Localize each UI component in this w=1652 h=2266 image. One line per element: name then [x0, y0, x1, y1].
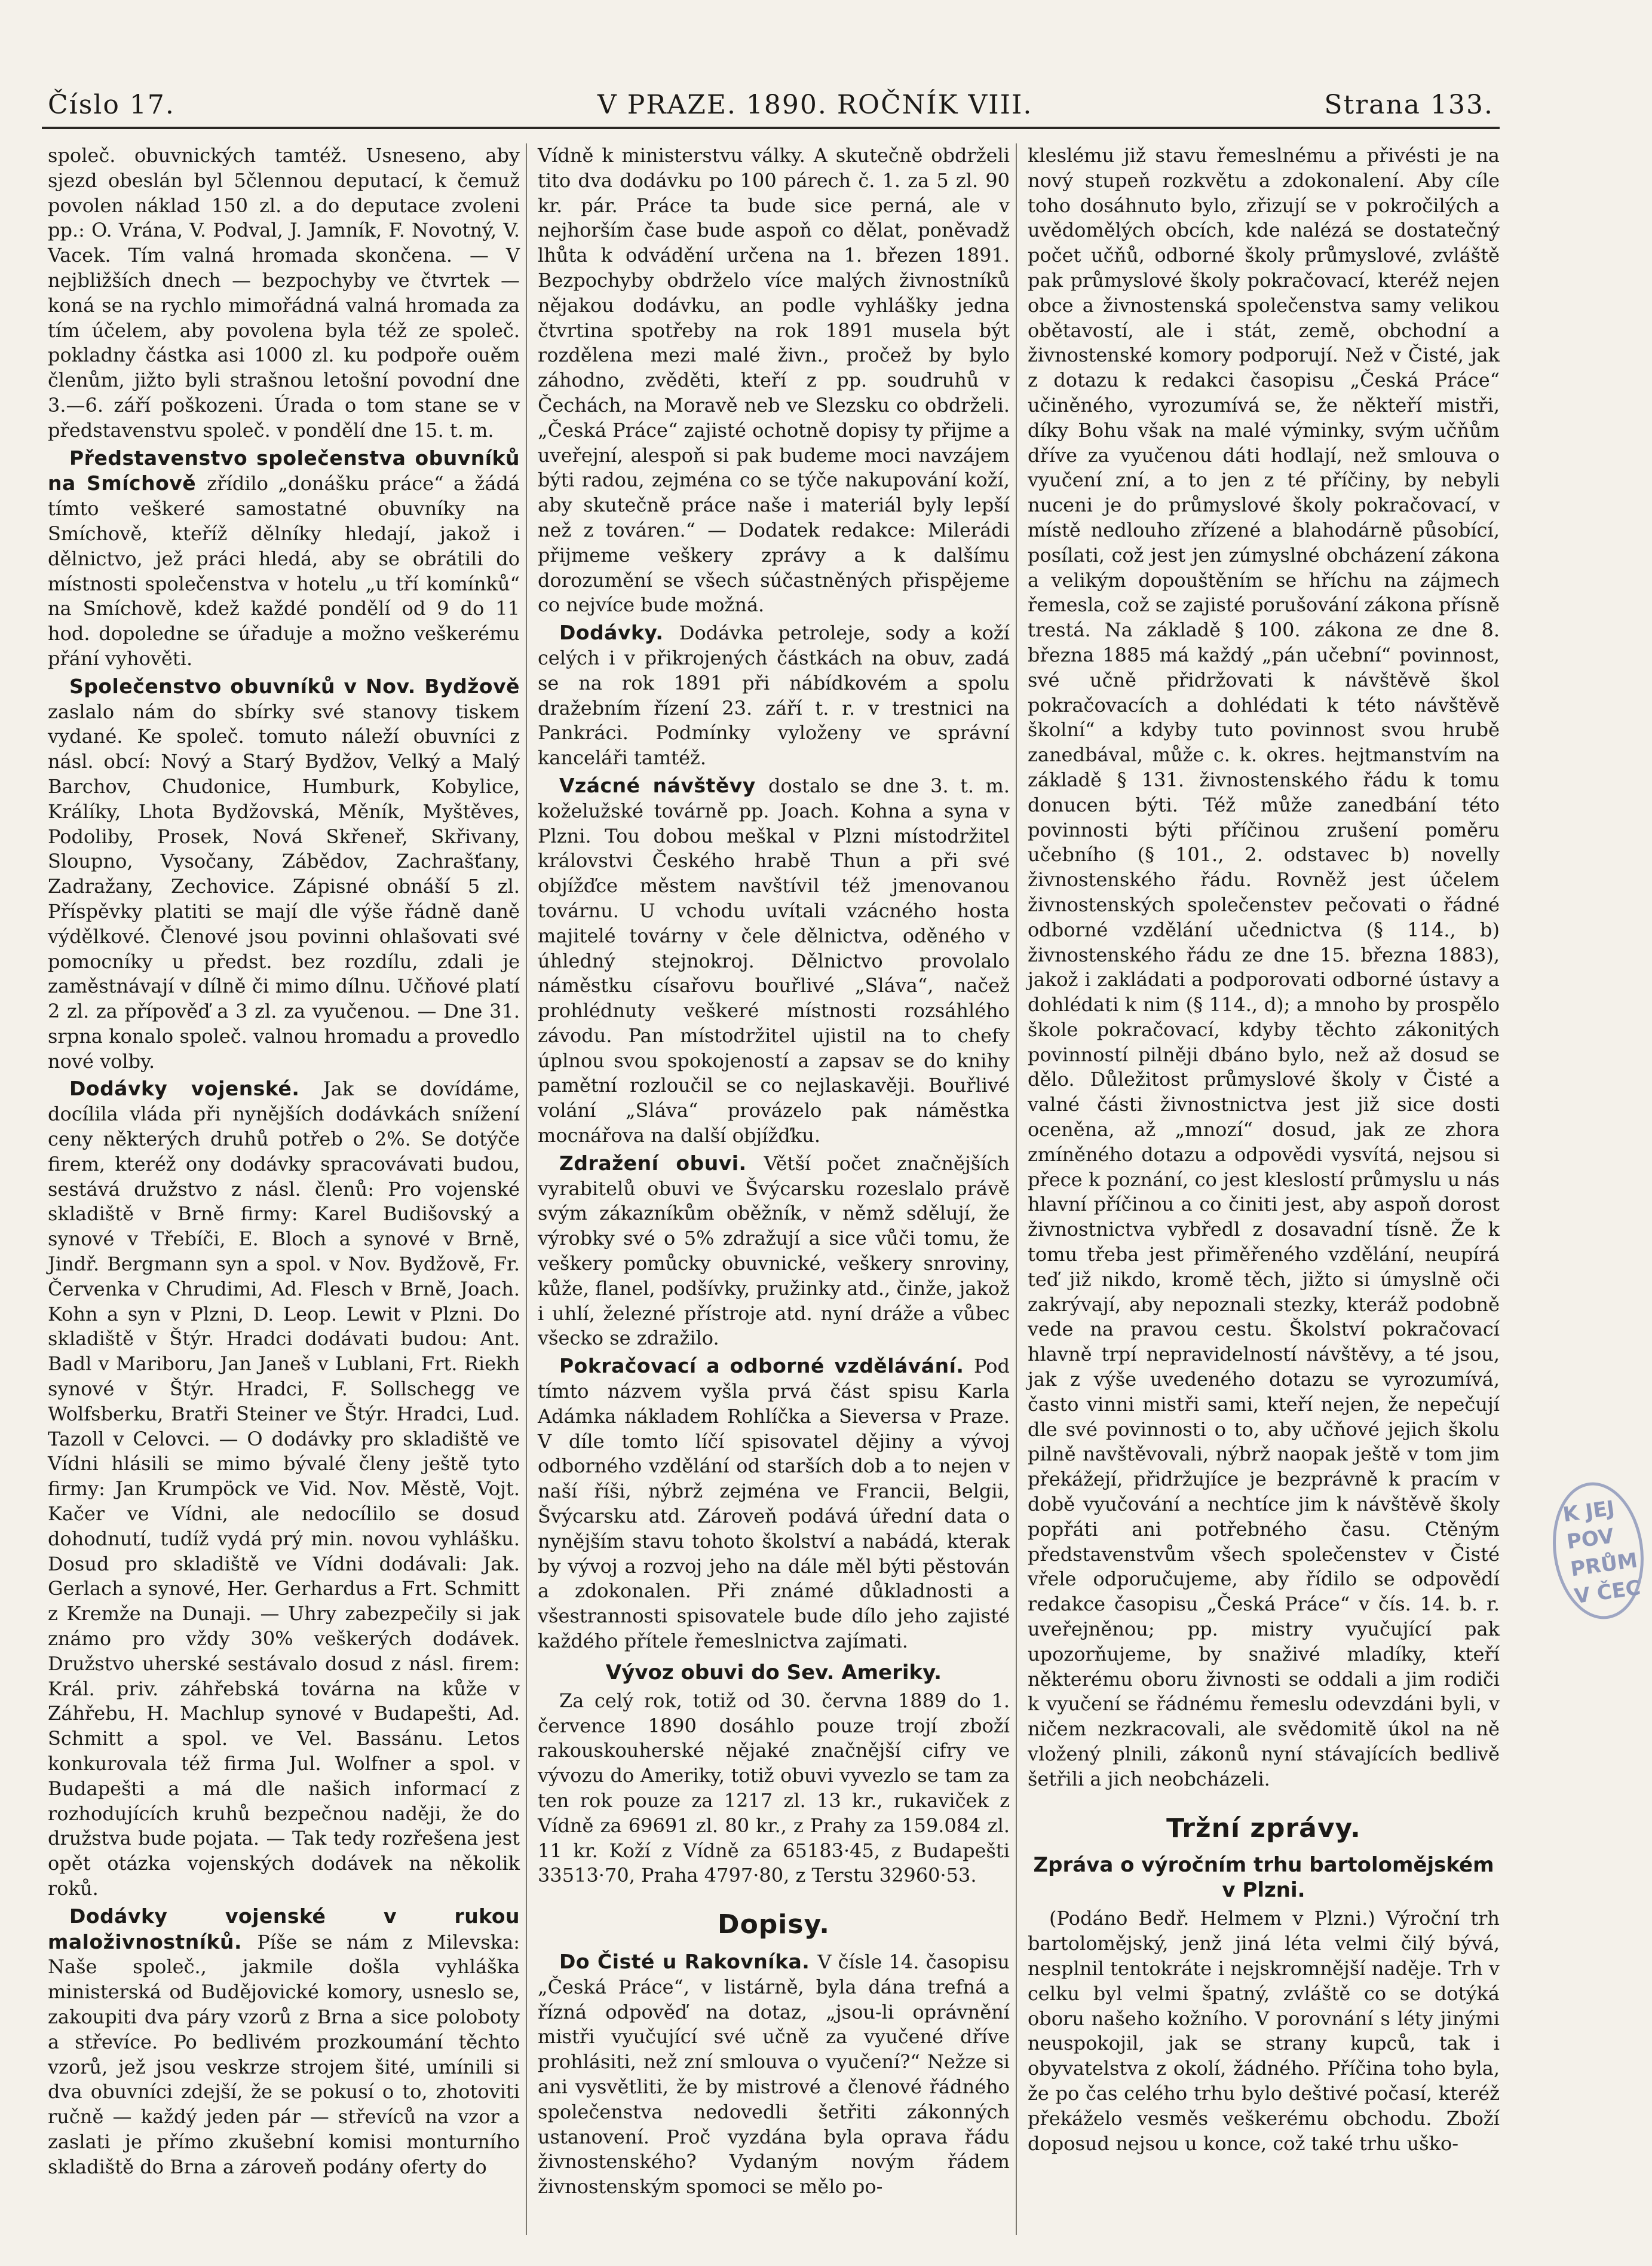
article-headline: Do Čisté u Rakovníka.	[559, 1949, 818, 1973]
article-headline: Pokračovací a odborné vzdělávání.	[559, 1354, 974, 1378]
column-1	[48, 143, 520, 2235]
article-text: společ. obuvnických tamtéž. Usneseno, aby sjezd obeslán byl 5člennou deputací, k čemuž povolen náklad 150 zl. a do deputace zvoleni pp.: O. Vrána, V. Podval, J. Jamník, F. Novotný, V. Vacek. Tím valná hromada skončena. — V nejbližších dnech — bezpochyby ve čtvrtek — koná se na rychlo mimořádná valná hromada za tím účelem, aby povolena byla též ze společ. pokladny částka asi 1000 zl. ku podpoře ouěm členům, jižto byli strašnou letošní povodní dne 3.—6. září poškozeni. Úrada o tom stane se v představenstvu společ. v pondělí dne 15. t. m.	[48, 144, 520, 442]
column-3	[1028, 143, 1500, 2235]
column-divider	[1016, 143, 1017, 2235]
article-paragraph	[538, 1689, 1010, 1888]
place-year: V PRAZE. 1890. ROČNÍK VIII.	[597, 90, 1033, 120]
article-text: Pod tímto názvem vyšla prvá část spisu Karla Adámka nákladem Rohlíčka a Sieversa v Praze. V díle tomto líčí spisovatel dějiny a vývoj odborného vzdělání od starších dob a to nejen v naší říši, nýbrž zejména ve Francii, Belgii, Švýcarsku atd. Zároveň podává úřední data o nynějším stavu tohoto školství a nabádá, kterak by vývoj a rozvoj jeho na dále měl býti pěstován a zdokonalen. Při známé důkladnosti a všestrannosti spisovatele bude dílo jeho zajisté každého přítele řemeslnictva zajímati.	[538, 1355, 1010, 1653]
article-text: dostalo se dne 3. t. m. koželužské továrně pp. Joach. Kohna a syna v Plzni. Tou dobou meškal v Plzni místodržitel královstvi Českého hrabě Thun a při své objížďce městem navštívil též jmenovanou továrnu. U vchodu uvítali vzácného hosta majitelé továrny v čele dělnictva, oděného v úhledný stejnokroj. Dělnictvo provolalo náměstku císařovu bouřlivé „Sláva“, načež prohlédnuty veškeré místnosti rozsáhlého závodu. Pan místodržitel ujistil na to chefy úplnou svou spokojeností a zapsav se do knihy pamětní rozloučil se co nejlaskavěji. Bouřlivé volání „Sláva“ provázelo pak náměstka mocnářova na další objížďku.	[538, 774, 1010, 1147]
article-text: kleslému již stavu řemeslnému a přivésti je na nový stupeň rozkvětu a zdokonalení. Aby cíle toho dosáhnuto bylo, zřizují se v pokročilých a uvědomělých obcích, kde nalézá se dostatečný počet učňů, odborné školy průmyslové, zvláště pak průmyslové školy pokračovací, kteréž nejen obce a živnostenská společenstva samy velikou obětavostí, ale i stát, země, obchodní a živnostenské komory podporují. Než v Čisté, jak z dotazu k redakci časopisu „Česká Práce“ učiněného, vyrozumívá se, že někteří mistři, díky Bohu však na malé výminky, svým učňům dříve za vyučenou dáti hodlají, než smlouva o vyučení zní, a to jen z té příčiny, by nebyli nuceni je do průmyslové školy pokračovací, v místě nedlouho zřízené a blahodárně působící, posílati, což jest jen zúmyslné obcházení zákona a velikým dopouštěním se hříchu na zájmech řemesla, což se zajisté porušování zákona přísně trestá. Na základě § 100. zákona ze dne 8. března 1885 má každý „pán učební“ povinnost, své učně přidržovati k návštěvě škol pokračovacích a dohlédati k této návštěvě školní“ a kdyby tuto povinnost svou hrubě zanedbával, může c. k. okres. hejtmanstvím na základě § 131. živnostenského řádu k tomu donucen býti. Též může zanedbání této povinnosti býti příčinou zrušení poměru učebního (§ 101., 2. odstavec b) novelly živnostenského řádu. Rovněž jest účelem živnostenských společenstev pečovati o řádné odborné vzdělání učednictva (§ 114., b) živnostenského řádu ze dne 15. března 1883), jakož i zakládati a podporovati odborné ústavy a dohlédati k nim (§ 114., d); a mnoho by prospělo škole pokračovací, kdyby těchto zákonitých povinností pilněji dbáno bylo, než až dosud se dělo. Důležitost průmyslové školy v Čisté a valné části živnostnictva jest již sice dosti oceněna, až „mnozí“ dosud, jak ze zhora zmíněného dotazu a odpovědi vysvítá, nejsou si přece k poznání, co jest kleslostí průmyslu u nás hlavní příčinou a co činiti jest, aby aspoň dorost živnostnictva vybředl z dosavadní tísně. Že k tomu třeba jest přiměřeného vzdělání, neupírá teď již nikdo, kromě těch, jižto si úmyslně oči zakrývají, aby nepoznali stezky, kteráž podobně vede na pravou cestu. Školství pokračovací hlavně trpí nepravidelností návštěvy, a té jsou, jak z výše uvedeného dotazu se vyrozumívá, často vinni mistři sami, kteří nejen, že nepečují dle své povinnosti o to, aby učňové jejich školu pilně navštěvovali, nýbrž naopak ještě v tom jim překážejí, přidržujíce je bezprávně k pracím v době vyučování a nechtíce jim k návštěvě školy popřáti ani potřebného času. Ctěným představenstvům všech společenstev v Čisté vřele odporučujeme, aby řídilo se odpovědí redakce časopisu „Česká Práce“ v čís. 14. b. r. uveřejněnou; pp. mistry vyučující pak upozorňujeme, by snaživé mladíky, kteří některému oboru živnosti se oddali a jim rodiči k vyučení se řádnému řemeslu odevzdáni byli, v ničem nezkracovali, ale svědomitě úkol na ně vložený plnili, zákonů nyní stávajících bedlivě šetřili a jich neobcházeli.	[1028, 144, 1500, 1790]
header-rule	[42, 127, 1500, 129]
article-text: Vídně k ministerstvu války. A skutečně obdrželi tito dva dodávku po 100 párech č. 1. za 5 zl. 90 kr. pár. Práce ta bude sice perná, ale v nejhorším čase bude aspoň co dělat, poněvadž lhůta k odvádění určena na 1. březen 1891. Bezpochyby obdrželo více malých živnostníků nějakou dodávku, an podle vyhlášky jedna čtvrtina spotřeby na rok 1891 musela být rozdělena mezi malé živn., pročež by bylo záhodno, zvěděti, kteří z pp. soudruhů v Čechách, na Moravě neb ve Slezsku co obdrželi. „Česká Práce“ zajisté ochotně dopisy ty přijme a uveřejní, alespoň si pak budeme moci navzájem býti radou, zejména co se týče nakupování koží, aby skutečně práce naše i materiál byly lepší než z továren.“ — Dodatek redakce: Milerádi přijmeme veškery zprávy a k dalšímu dorozumění se všech súčastněných přispějeme co nejvíce bude možná.	[538, 144, 1010, 617]
article-text: V čísle 14. časopisu „Česká Práce“, v listárně, byla dána trefná a řízná odpověď na dotaz, „jsou-li oprávnění mistři vyučující své učně za vyučené dříve prohlásiti, než zní smlouva o vyučení?“ Nežze si ani vysvětliti, že by mistrové a členové řádného společenstva nedovedli šetřiti zákonných ustanovení. Proč vyzdána byla oprava řádu živnostenského? Vydaným novým řádem živnostenským spomoci se mělo po-	[538, 1950, 1010, 2198]
column-2	[538, 143, 1010, 2235]
library-stamp: K JEJ POV PRŮM V ČEC	[1544, 1477, 1652, 1625]
article-paragraph	[1028, 1906, 1500, 2156]
article-paragraph	[538, 1949, 1010, 2200]
section-heading: Dopisy.	[718, 1909, 830, 1940]
article-paragraph	[538, 620, 1010, 771]
article-text: Větší počet značnějších vyrabitelů obuvi ve Švýcarsku rozeslalo právě svým zákazníkům oběžník, v němž sdělují, že výrobky své o 5% zdražují a sice vůči tomu, že veškery pomůcky obuvnické, veškery snroviny, kůže, flanel, podšívky, pružinky atd., činže, jakož i uhlí, železné přístroje atd. nyní dráže a vůbec všecko se zdražilo.	[538, 1152, 1010, 1350]
article-headline: Dodávky vojenské v rukou maloživnostníků.	[48, 1904, 520, 1953]
article-paragraph	[538, 1354, 1010, 1654]
page-header	[48, 84, 1494, 131]
article-subheading: Vývoz obuvi do Sev. Ameriky.	[605, 1660, 942, 1685]
article-headline: Dodávky vojenské.	[69, 1077, 323, 1101]
article-paragraph	[538, 773, 1010, 1149]
section-heading: Tržní zprávy.	[1166, 1812, 1361, 1844]
article-paragraph	[538, 143, 1010, 618]
article-headline: Zdražení obuvi.	[559, 1151, 764, 1175]
article-paragraph	[48, 446, 520, 672]
article-paragraph	[48, 674, 520, 1074]
article-text: Dodávka petroleje, sody a koží celých i v přikrojených částkách na obuv, zadá se na rok 1891 při nábídkovém a spolu dražebním řízení 23. září t. r. v trestnici na Pankráci. Podmínky vyloženy ve správní kanceláři tamtéž.	[538, 621, 1010, 770]
article-headline: Představenstvo společenstva obuvníků na Smíchově	[48, 446, 520, 495]
article-headline: Vzácné návštěvy	[559, 773, 768, 797]
article-paragraph	[48, 1076, 520, 1901]
issue-number: Číslo 17.	[48, 90, 175, 120]
article-headline: Společenstvo obuvníků v Nov. Bydžově	[69, 674, 520, 698]
article-headline: Dodávky.	[559, 621, 679, 645]
article-text: Jak se dovídáme, docílila vláda při nynějších dodávkách snížení ceny některých druhů potřeb o 2%. Se dotýče firem, kteréž ony dodávky spracovávati budou, sestává družstvo z násl. členů: Pro vojenské skladiště v Brně firmy: Karel Budišovský a synové v Třebíči, E. Bloch a synové v Brně, Jindř. Bergmann syn a spol. v Nov. Bydžově, Fr. Červenka v Chrudimi, Ad. Flesch v Brně, Joach. Kohn a syn v Plzni, D. Leop. Lewit v Plzni. Do skladiště v Štýr. Hradci dodávati budou: Ant. Badl v Mariboru, Jan Janeš v Lublani, Frt. Riekh synové v Štýr. Hradci, F. Sollschegg ve Wolfsberku, Bratři Steiner ve Štýr. Hradci, Lud. Tazoll v Celovci. — O dodávky pro skladiště ve Vídni hlásili se mimo bývalé členy ještě tyto firmy: Jan Krumpöck ve Vid. Nov. Městě, Vojt. Kačer ve Vídni, ale nedocílilo se dosud dohodnutí, tudíž vydá prý min. novou vyhlášku. Dosud pro skladiště ve Vídni dodávali: Jak. Gerlach a synové, Her. Gerhardus a Frt. Schmitt z Kremže na Dunaji. — Uhry zabezpečily si jak známo pro vždy 30% veškerých dodávek. Družstvo uherské sestávalo dosud z násl. firem: Král. priv. záhřebská továrna na kůže v Záhřebu, H. Machlup synové v Budapešti, Ad. Schmitt a spol. ve Vel. Bassánu. Letos konkurovala též firma Jul. Wolfner a spol. v Budapešti a má dle našich informací z rozhodujících kruhů bezpečnou naději, že do družstva bude pojata. — Tak tedy rozřešena jest opět otázka vojenských dodávek na několik roků.	[48, 1077, 520, 1900]
article-paragraph	[48, 143, 520, 443]
article-text: (Podáno Bedř. Helmem v Plzni.) Výroční trh bartolomějský, jenž jiná léta velmi čilý bývá, nesplnil tentokráte i nejskromnější naděje. Trh v celku byl velmi špatný, zvláště co se dotýká oboru našeho kožního. V porovnání s léty jinými neuspokojil, jak se strany kupců, tak i obyvatelstva z okolí, žádného. Příčina toho byla, že po čas celého trhu bylo deštivé počasí, kteréž překáželo vesměs veškerému obchodu. Zboží doposud nejsou u konce, což také trhu uško-	[1028, 1907, 1500, 2155]
column-divider	[526, 143, 527, 2235]
article-text: Píše se nám z Milevska: Naše společ., jakmile došla vyhláška ministerská od Budějovické komory, usneslo se, zakoupiti dva páry vzorů z Brna a sice poloboty a střevíce. Po bedlivém prozkoumání těchto vzorů, jež jsou veskrze strojem šité, umínili si dva obuvníci zdejší, že se pokusí o to, zhotoviti ručně — každý jeden pár — střevíců na vzor a zaslati je přímo zkušební komisi monturního skladiště do Brna a zároveň podány oferty do	[48, 1930, 520, 2178]
article-text: zřídilo „donášku práce“ a žádá tímto veškeré samostatné obuvníky na Smíchově, kteříž dělníky hledají, jakož i dělnictvo, jež práci hledá, aby se obrátili do místnosti společenstva v hotelu „u tří komínků“ na Smíchově, kdež každé pondělí od 9 do 11 hod. dopoledne se úřaduje a možno veškerému přání vyhověti.	[48, 472, 520, 670]
page-number: Strana 133.	[1324, 90, 1494, 120]
article-subheading: Zpráva o výročním trhu bartolomějském v Plzni.	[1033, 1853, 1494, 1903]
article-paragraph	[1028, 143, 1500, 1792]
article-paragraph	[48, 1904, 520, 2180]
article-text: Za celý rok, totiž od 30. června 1889 do 1. července 1890 dosáhlo pouze trojí zboží rakouskouherské nějaké značnější cifry ve vývozu do Ameriky, totiž obuvi vyvezlo se tam za ten rok pouze za 1217 zl. 13 kr., rukaviček z Vídně za 69691 zl. 80 kr., z Prahy za 159.084 zl. 11 kr. Koží z Vídně za 65183·45, z Budapešti 33513·70, Praha 4797·80, z Terstu 32960·53.	[538, 1689, 1010, 1887]
article-text: zaslalo nám do sbírky své stanovy tiskem vydané. Ke společ. tomuto náleží obuvníci z násl. obcí: Nový a Starý Bydžov, Velký a Malý Barchov, Chudonice, Humburk, Kobylice, Králíky, Lhota Bydžovská, Měník, Myštěves, Podoliby, Prosek, Nová Skřeneř, Skřivany, Sloupno, Vysočany, Zábědov, Zachrašťany, Zadražany, Zechovice. Zápisné obnáší 5 zl. Příspěvky platiti se mají dle výše řádně daně výdělkové. Členové jsou povinni ohlašovati své pomocníky u předst. bez rozdílu, zdali je zaměstnávají v dílně či mimo dílnu. Učňové platí 2 zl. za přípověď a 3 zl. za vyučenou. — Dne 31. srpna konalo společ. valnou hromadu a provedlo nové volby.	[48, 700, 520, 1073]
article-paragraph	[538, 1151, 1010, 1351]
